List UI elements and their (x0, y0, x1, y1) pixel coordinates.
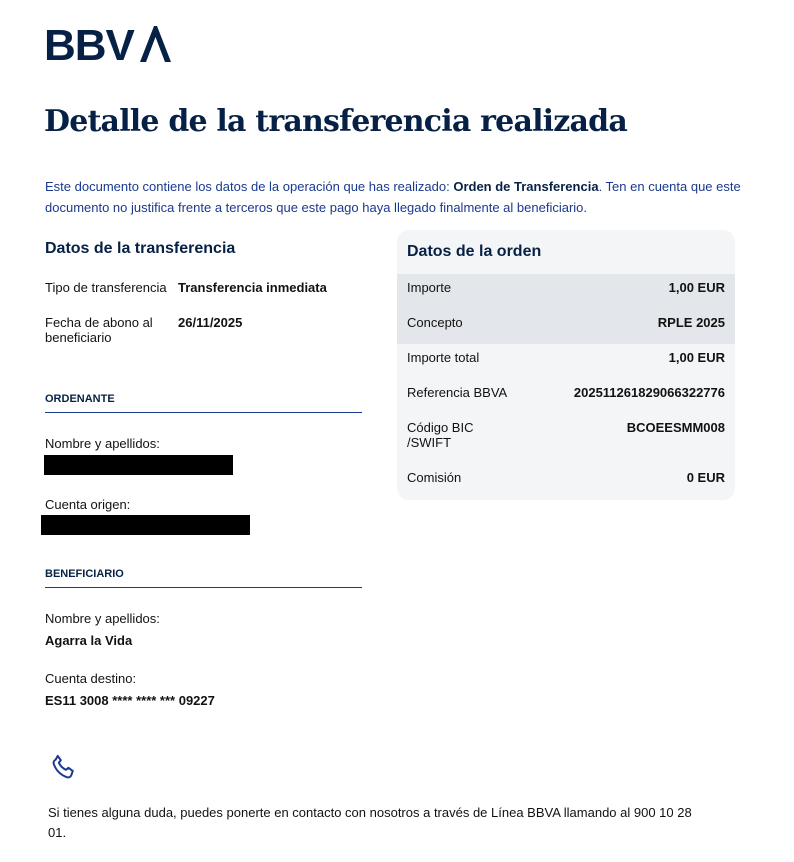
phone-icon (50, 753, 78, 781)
transfer-date-label: Fecha de abono al beneficiario (45, 315, 153, 345)
order-row-importe (397, 274, 735, 309)
beneficiario-heading: BENEFICIARIO (45, 568, 362, 588)
order-row-importe-total (397, 344, 735, 379)
order-row-label: Referencia BBVA (407, 385, 508, 400)
order-row-comision (397, 464, 735, 499)
beneficiario-name-value: Agarra la Vida (45, 633, 133, 648)
order-row-value: 1,00 EUR (668, 280, 725, 295)
transfer-section-title: Datos de la transferencia (45, 240, 236, 257)
ordenante-account-label: Cuenta origen: (45, 497, 131, 512)
order-row-value: 0 EUR (686, 470, 725, 485)
order-row-label: Importe (407, 280, 452, 295)
order-row-label: Código BIC /SWIFT (407, 420, 474, 450)
redacted-account (41, 515, 250, 535)
ordenante-name-label: Nombre y apellidos: (45, 436, 160, 451)
beneficiario-account-label: Cuenta destino: (45, 671, 137, 686)
redacted-name (44, 455, 233, 475)
footer-contact-text: Si tienes alguna duda, puedes ponerte en contacto con nosotros a través de Línea BBVA llamando al 900 10 28 01. (48, 805, 692, 840)
svg-text:BBV: BBV (44, 21, 134, 64)
transfer-type-value: Transferencia inmediata (178, 280, 327, 295)
order-row-label: Importe total (407, 350, 480, 365)
transfer-date-value: 26/11/2025 (178, 315, 243, 330)
order-row-value: 1,00 EUR (668, 350, 725, 365)
transfer-date-row (45, 315, 362, 345)
order-row-value: RPLE 2025 (657, 315, 725, 330)
order-row-value: BCOEESMM008 (626, 420, 725, 435)
transfer-section (45, 240, 362, 345)
ordenante-heading: ORDENANTE (45, 393, 362, 413)
order-card (397, 230, 735, 500)
bbva-logo (44, 20, 180, 64)
order-card-title: Datos de la orden (407, 243, 542, 260)
transfer-type-row (45, 280, 362, 295)
order-row-concepto (397, 309, 735, 344)
transfer-type-label: Tipo de transferencia (45, 280, 167, 295)
intro-text: Este documento contiene los datos de la operación que has realizado: Orden de Transferencia. Ten en cuenta que este documento no justifica frente a terceros que este pago haya llegado finalmente al beneficiario. (45, 179, 741, 215)
page-title: Detalle de la transferencia realizada (44, 104, 627, 139)
beneficiario-name-label: Nombre y apellidos: (45, 611, 160, 626)
order-row-label: Comisión (407, 470, 462, 485)
order-row-label: Concepto (407, 315, 463, 330)
beneficiario-account-value: ES11 3008 **** **** *** 09227 (45, 693, 215, 708)
order-row-referencia (397, 379, 735, 414)
order-row-bic (397, 414, 735, 464)
order-row-value: 20251126182906632​2776 (573, 385, 725, 400)
